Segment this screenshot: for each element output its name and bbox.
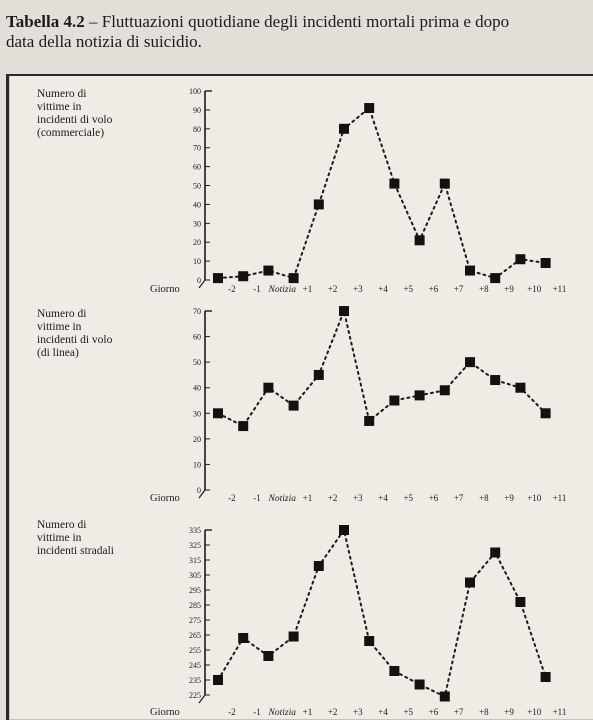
y-axis-label-line: Numero di [37, 519, 87, 531]
y-tick-label: 235 [189, 676, 201, 685]
y-tick-label: 20 [193, 434, 201, 444]
x-tick-label: +4 [378, 493, 388, 503]
data-point [339, 525, 349, 535]
y-tick-label: 285 [189, 601, 201, 610]
y-tick-label: 30 [193, 409, 201, 419]
x-tick-label: +2 [327, 707, 338, 717]
x-tick-label: +2 [327, 493, 338, 503]
data-point [364, 416, 374, 426]
y-axis-label-line: vittime in [37, 321, 82, 333]
y-tick-label: 10 [193, 257, 201, 267]
y-axis-label-line: (di linea) [37, 347, 79, 359]
y-axis-label [37, 88, 113, 139]
x-tick-label: -2 [228, 707, 236, 717]
data-point [515, 383, 525, 393]
y-axis-label [37, 519, 114, 557]
x-tick-label: -1 [253, 707, 261, 717]
x-tick-label: +9 [504, 493, 514, 503]
x-tick-label: +3 [353, 284, 363, 294]
x-tick-label: +9 [504, 707, 514, 717]
x-tick-label: +5 [403, 284, 414, 294]
x-tick-label: +1 [302, 707, 313, 717]
y-tick-label: 90 [193, 105, 201, 115]
x-tick-label: +6 [428, 493, 439, 503]
y-tick-label: 225 [189, 691, 201, 700]
data-point [314, 370, 324, 380]
y-tick-label: 100 [189, 87, 201, 96]
data-point [415, 680, 425, 690]
x-tick-label: +1 [302, 493, 313, 503]
y-tick-label: 0 [197, 486, 201, 495]
x-tick-label: +6 [428, 284, 439, 294]
data-point [415, 235, 425, 245]
data-point [415, 390, 425, 400]
data-point [289, 401, 299, 411]
data-point [389, 396, 399, 406]
x-tick-label: Notizia [268, 494, 296, 504]
data-point [541, 258, 551, 268]
y-tick-label: 30 [193, 219, 201, 229]
y-axis-label-line: Numero di [37, 88, 87, 100]
x-tick-label: +6 [428, 707, 439, 717]
data-point [490, 273, 500, 283]
x-tick-label: -1 [253, 493, 261, 503]
y-tick-label: 60 [193, 332, 201, 342]
data-point [314, 199, 324, 209]
x-tick-label: +8 [479, 284, 489, 294]
y-tick-label: 70 [193, 307, 201, 316]
y-tick-label: 60 [193, 162, 201, 172]
x-tick-label: +11 [552, 493, 567, 503]
x-tick-label: +5 [403, 707, 414, 717]
data-point [238, 421, 248, 431]
x-tick-label: +11 [552, 707, 567, 717]
y-tick-label: 70 [193, 143, 201, 153]
data-point [440, 692, 450, 702]
y-tick-label: 255 [189, 646, 201, 655]
data-point [465, 266, 475, 276]
data-point [238, 271, 248, 281]
x-axis-label: Giorno [150, 284, 180, 295]
data-point [213, 675, 223, 685]
x-tick-label: +8 [479, 493, 489, 503]
x-tick-label: +10 [527, 493, 542, 503]
data-point [541, 672, 551, 682]
data-point [238, 633, 248, 643]
data-point [213, 273, 223, 283]
chart-2 [37, 306, 566, 504]
table-number: Tabella 4.2 [6, 12, 85, 31]
data-point [389, 179, 399, 189]
y-axis-label-line: vittime in [37, 532, 82, 544]
y-tick-label: 40 [193, 200, 201, 210]
y-axis-label-line: Numero di [37, 308, 87, 320]
data-point [289, 273, 299, 283]
x-tick-label: +7 [453, 284, 464, 294]
data-point [314, 561, 324, 571]
x-tick-label: +3 [353, 707, 363, 717]
y-tick-label: 40 [193, 383, 201, 393]
caption-text-2: data della notizia di suicidio. [6, 32, 202, 51]
x-tick-label: +4 [378, 707, 388, 717]
x-tick-label: Notizia [268, 708, 296, 718]
y-tick-label: 315 [189, 556, 201, 565]
y-axis-label-line: incidenti di volo [37, 114, 113, 126]
y-axis-label-line: vittime in [37, 101, 82, 113]
y-tick-label: 325 [189, 541, 201, 550]
series-line [218, 108, 546, 278]
caption-text-1: Fluttuazioni quotidiane degli incidenti mortali prima e dopo [101, 12, 510, 31]
x-tick-label: +10 [527, 707, 542, 717]
x-tick-label: +8 [479, 707, 489, 717]
x-tick-label: +11 [552, 284, 567, 294]
chart-1 [37, 87, 566, 295]
x-tick-label: +7 [453, 493, 464, 503]
y-tick-label: 0 [197, 276, 201, 285]
y-tick-label: 80 [193, 124, 201, 134]
y-axis-label [37, 308, 113, 359]
data-point [263, 651, 273, 661]
x-tick-label: +3 [353, 493, 363, 503]
y-tick-label: 50 [193, 358, 201, 368]
data-point [515, 597, 525, 607]
data-point [339, 306, 349, 316]
data-point [440, 179, 450, 189]
x-tick-label: +2 [327, 284, 338, 294]
y-tick-label: 10 [193, 460, 201, 470]
series-line [218, 311, 546, 426]
data-point [515, 254, 525, 264]
caption-dash: – [88, 12, 98, 31]
y-tick-label: 275 [189, 616, 201, 625]
data-point [263, 266, 273, 276]
y-tick-label: 20 [193, 238, 201, 248]
x-tick-label: -2 [228, 493, 236, 503]
data-point [213, 408, 223, 418]
y-tick-label: 50 [193, 181, 201, 191]
y-tick-label: 265 [189, 631, 201, 640]
data-point [465, 357, 475, 367]
x-axis-label: Giorno [150, 707, 180, 718]
x-tick-label: +1 [302, 284, 313, 294]
x-tick-label: -2 [228, 284, 236, 294]
x-tick-label: -1 [253, 284, 261, 294]
data-point [339, 124, 349, 134]
data-point [440, 385, 450, 395]
x-tick-label: +4 [378, 284, 388, 294]
x-tick-label: +10 [527, 284, 542, 294]
data-point [263, 383, 273, 393]
y-tick-label: 295 [189, 586, 201, 595]
data-point [289, 632, 299, 642]
x-tick-label: +5 [403, 493, 414, 503]
y-tick-label: 305 [189, 571, 201, 580]
data-point [465, 578, 475, 588]
x-tick-label: +9 [504, 284, 514, 294]
x-tick-label: Notizia [268, 285, 296, 295]
data-point [490, 375, 500, 385]
y-axis-label-line: incidenti di volo [37, 334, 113, 346]
x-axis-label: Giorno [150, 493, 180, 504]
data-point [364, 636, 374, 646]
y-axis-label-line: (commerciale) [37, 127, 105, 139]
y-tick-label: 245 [189, 661, 201, 670]
x-tick-label: +7 [453, 707, 464, 717]
data-point [541, 408, 551, 418]
y-tick-label: 335 [189, 526, 201, 535]
data-point [364, 103, 374, 113]
data-point [389, 666, 399, 676]
y-axis-label-line: incidenti stradali [37, 545, 114, 557]
data-point [490, 548, 500, 558]
chart-3 [37, 519, 566, 718]
